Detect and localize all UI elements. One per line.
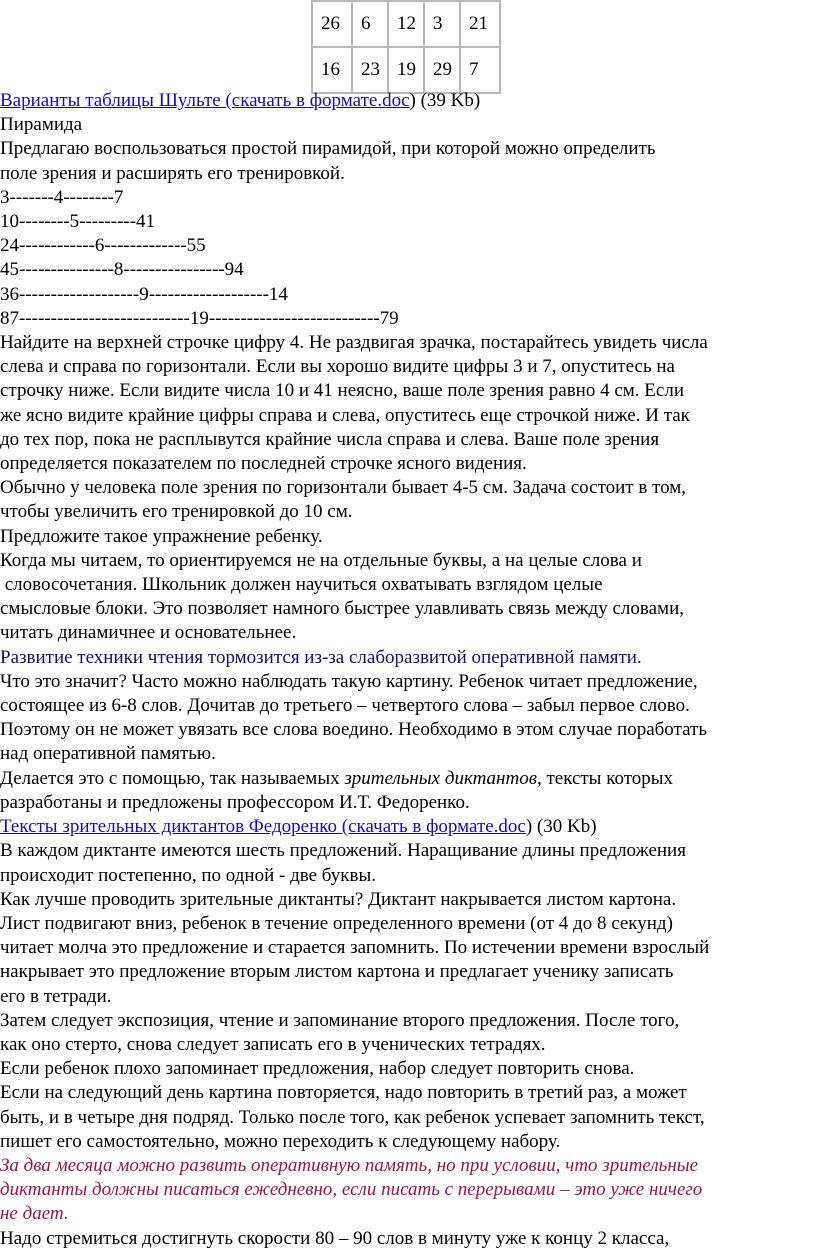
text-span: , тексты которых (536, 767, 674, 789)
paragraph-line: же ясно видите крайние цифры справа и слева, опуститесь еще строчкой ниже. И так (0, 404, 690, 426)
paragraph-line: В каждом диктанте имеются шесть предложений. Наращивание длины предложения (0, 840, 686, 862)
paragraph-line: определяется показателем по последней строчке ясного видения. (0, 453, 527, 475)
dictations-download-link[interactable]: Тексты зрительных диктантов Федоренко (скачать в формате.doc (0, 816, 526, 838)
pyramid-line: 3-------4--------7 (0, 186, 124, 208)
paragraph-line: Поэтому он не может увязать все слова воедино. Необходимо в этом случае поработать (0, 719, 707, 741)
paragraph-line: до тех пор, пока не расплывутся крайние числа справа и слева. Ваше поле зрения (0, 428, 660, 450)
intro-line: Предлагаю воспользоваться простой пирамидой, при которой можно определить (0, 138, 656, 160)
paragraph-line: Обычно у человека поле зрения по горизонтали бывает 4-5 см. Задача состоит в том, (0, 477, 687, 499)
paragraph-line: читает молча это предложение и старается запомнить. По истечении времени взрослый (0, 937, 710, 959)
paragraph-line (0, 767, 800, 791)
paragraph-line: Затем следует экспозиция, чтение и запоминание второго предложения. После того, (0, 1009, 680, 1031)
memory-heading: Развитие техники чтения тормозится из-за слаборазвитой оперативной памяти. (0, 646, 642, 668)
emphasis-line: За два месяца можно развить оперативную память, но при условии, что зрительные (0, 1154, 699, 1176)
pyramid-line: 45---------------8----------------94 (0, 259, 244, 281)
table-cell: 29 (424, 47, 460, 93)
paragraph-line: чтобы увеличить его тренировкой до 10 см. (0, 501, 353, 523)
paragraph-line: Если ребенок плохо запоминает предложения, набор следует повторить снова. (0, 1058, 635, 1080)
document-body (0, 89, 800, 1251)
table-cell: 12 (388, 1, 424, 47)
paragraph-line: Как лучше проводить зрительные диктанты? Диктант накрывается листом картона. (0, 888, 677, 910)
pyramid-line: 87---------------------------19---------------------------79 (0, 307, 399, 329)
paragraph-line: пишет его самостоятельно, можно переходить к следующему набору. (0, 1130, 561, 1152)
paragraph-line: накрывает это предложение вторым листом картона и предлагает ученику записать (0, 961, 674, 983)
intro-line: поле зрения и расширять его тренировкой. (0, 162, 345, 184)
pyramid-line: 10--------5---------41 (0, 211, 156, 233)
pyramid-title: Пирамида (0, 114, 83, 136)
paragraph-line: над оперативной памятью. (0, 743, 216, 765)
paragraph-line: слева и справа по горизонтали. Если вы хорошо видите цифры 3 и 7, опуститесь на (0, 356, 675, 378)
paragraph-line: Найдите на верхней строчке цифру 4. Не раздвигая зрачка, постарайтесь увидеть числа (0, 332, 708, 354)
schulte-table (311, 0, 501, 94)
italic-term: зрительных диктантов (344, 767, 537, 789)
paragraph-line: как оно стерто, снова следует записать его в ученических тетрадях. (0, 1033, 546, 1055)
paragraph-line: Если на следующий день картина повторяется, надо повторить в третий раз, а может (0, 1082, 687, 1104)
paragraph-line: происходит постепенно, по одной - две буквы. (0, 864, 376, 886)
table-row (312, 1, 500, 47)
variants-download-line (0, 89, 800, 113)
paragraph-line: Когда мы читаем, то ориентируемся не на отдельные буквы, а на целые слова и (0, 549, 642, 571)
paragraph-line: читать динамичнее и основательнее. (0, 622, 297, 644)
paragraph-line: его в тетради. (0, 985, 112, 1007)
table-cell: 23 (352, 47, 388, 93)
paragraph-line: разработаны и предложены профессором И.Т. Федоренко. (0, 791, 470, 813)
table-cell: 6 (352, 1, 388, 47)
variants-download-link[interactable]: Варианты таблицы Шульте (скачать в формате.doc (0, 90, 410, 111)
paragraph-line: словосочетания. Школьник должен научиться охватывать взглядом целые (0, 574, 603, 596)
table-cell: 7 (460, 47, 500, 93)
table-row (312, 47, 500, 93)
paragraph-line: состоящее из 6-8 слов. Дочитав до третьего – четвертого слова – забыл первое слово. (0, 695, 690, 717)
paragraph-line: смысловые блоки. Это позволяет намного быстрее улавливать связь между словами, (0, 598, 684, 620)
emphasis-line: диктанты должны писаться ежедневно, если писать с перерывами – это уже ничего (0, 1179, 703, 1201)
paragraph-line: строчку ниже. Если видите числа 10 и 41 неясно, ваше поле зрения равно 4 см. Если (0, 380, 684, 402)
paragraph-line: Предложите такое упражнение ребенку. (0, 525, 323, 547)
pyramid-line: 24------------6-------------55 (0, 235, 206, 257)
paragraph-line: Что это значит? Часто можно наблюдать такую картину. Ребенок читает предложение, (0, 670, 698, 692)
emphasis-line: не дает. (0, 1203, 69, 1225)
table-cell: 3 (424, 1, 460, 47)
paragraph-line: быть, и в четыре дня подряд. Только после того, как ребенок успевает запомнить текст, (0, 1106, 705, 1128)
paragraph-line: Надо стремиться достигнуть скорости 80 – 90 слов в минуту уже к концу 2 класса, (0, 1227, 670, 1249)
table-cell: 21 (460, 1, 500, 47)
text-span: Делается это с помощью, так называемых (0, 767, 345, 789)
table-cell: 19 (388, 47, 424, 93)
pyramid-line: 36-------------------9-------------------14 (0, 283, 288, 305)
dictations-size: ) (30 Kb) (525, 816, 597, 838)
variants-size: ) (39 Kb) (409, 90, 481, 111)
table-cell: 26 (312, 1, 352, 47)
dictations-download-line (0, 815, 800, 839)
table-cell: 16 (312, 47, 352, 93)
paragraph-line: Лист подвигают вниз, ребенок в течение определенного времени (от 4 до 8 секунд) (0, 912, 673, 934)
